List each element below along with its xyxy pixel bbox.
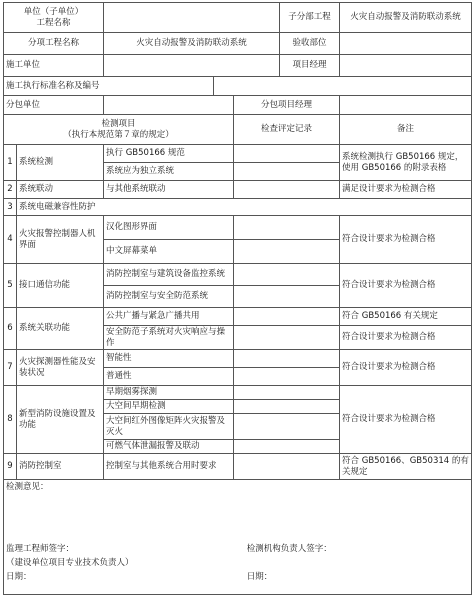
signature-left xyxy=(6,542,228,584)
row-record-cell[interactable] xyxy=(234,264,340,286)
table-row xyxy=(4,350,472,368)
row-item-name: 新型消防设施设置及功能 xyxy=(17,386,104,454)
unit-label-line2: 工程名称 xyxy=(36,17,71,28)
row-record-cell[interactable] xyxy=(234,454,340,480)
row-record-cell[interactable] xyxy=(234,308,340,326)
subcontractor-label: 分包单位 xyxy=(4,96,104,115)
row-item-name: 系统联动 xyxy=(17,181,104,199)
row-remark: 符合设计要求为检测合格 xyxy=(340,326,472,350)
header-row-unit xyxy=(4,3,472,33)
unit-name-value[interactable] xyxy=(104,3,280,33)
table-row xyxy=(4,199,472,216)
sub-manager-label: 分包项目经理 xyxy=(234,96,340,115)
project-manager-value[interactable] xyxy=(340,55,472,77)
row-record-cell[interactable] xyxy=(234,386,340,400)
row-sub-item: 执行 GB50166 规范 xyxy=(104,145,234,163)
row-sub-item: 大空间红外图像矩阵火灾报警及灭火 xyxy=(104,414,234,440)
signature-right xyxy=(247,542,469,584)
sub-project-value: 火灾自动报警及消防联动系统 xyxy=(340,3,472,33)
opinion-cell[interactable] xyxy=(4,480,472,595)
inspection-table xyxy=(3,2,472,595)
row-sub-item: 系统应为独立系统 xyxy=(104,163,234,181)
table-row xyxy=(4,454,472,480)
row-sub-item: 智能性 xyxy=(104,350,234,368)
sub-manager-value[interactable] xyxy=(340,96,472,115)
acceptance-part-label: 验收部位 xyxy=(280,33,340,55)
row-remark: 系统检测执行 GB50166 规定，使用 GB50166 的附录表格 xyxy=(340,145,472,181)
construction-unit-value[interactable] xyxy=(104,55,280,77)
row-record-cell[interactable] xyxy=(234,163,340,181)
remark-header: 备注 xyxy=(340,115,472,145)
date-right-label: 日期： xyxy=(246,572,273,582)
item-project-value: 火灾自动报警及消防联动系统 xyxy=(104,33,280,55)
row-item-name: 接口通信功能 xyxy=(17,264,104,308)
opinion-section xyxy=(4,480,472,595)
row-sub-item: 公共广播与紧急广播共用 xyxy=(104,308,234,326)
row-number: 7 xyxy=(4,350,17,386)
row-number: 1 xyxy=(4,145,17,181)
row-remark: 符合设计要求为检测合格 xyxy=(340,350,472,386)
right-spacer xyxy=(247,556,469,570)
opinion-label: 检测意见： xyxy=(6,482,49,492)
row-record-cell[interactable] xyxy=(234,440,340,454)
row-remark: 符合设计要求为检测合格 xyxy=(340,216,472,264)
row-record-cell[interactable] xyxy=(234,414,340,440)
inspect-item-header-line2: （执行本规范第７章的规定） xyxy=(63,129,174,140)
table-row xyxy=(4,145,472,163)
sub-project-label: 子分部工程 xyxy=(280,3,340,33)
row-item-name: 系统检测 xyxy=(17,145,104,181)
row-sub-item: 早期烟雾探测 xyxy=(104,386,234,400)
row-number: 4 xyxy=(4,216,17,264)
row-remark: 符合设计要求为检测合格 xyxy=(340,386,472,454)
table-row xyxy=(4,181,472,199)
row-item-name: 火灾报警控制器人机界面 xyxy=(17,216,104,264)
row-sub-item: 可燃气体泄漏报警及联动 xyxy=(104,440,234,454)
row-number: 8 xyxy=(4,386,17,454)
inspect-item-header-line1: 检测项目 xyxy=(101,118,136,129)
row-item-name: 系统电磁兼容性防护 xyxy=(17,199,472,216)
unit-label-line1: 单位（子单位） xyxy=(23,6,84,17)
table-row xyxy=(4,386,472,400)
header-row-subcontractor xyxy=(4,96,472,115)
row-number: 5 xyxy=(4,264,17,308)
header-row-standard xyxy=(4,77,472,96)
row-sub-item: 消防控制室与安全防范系统 xyxy=(104,286,234,308)
row-remark: 符合 GB50166 有关规定 xyxy=(340,308,472,326)
subcontractor-value[interactable] xyxy=(104,96,234,115)
row-record-cell[interactable] xyxy=(234,216,340,240)
row-sub-item: 与其他系统联动 xyxy=(104,181,234,199)
header-row-construction xyxy=(4,55,472,77)
row-item-name: 系统关联功能 xyxy=(17,308,104,350)
acceptance-part-value[interactable] xyxy=(340,33,472,55)
column-header-row xyxy=(4,115,472,145)
standard-value[interactable] xyxy=(214,77,472,96)
row-sub-item: 汉化图形界面 xyxy=(104,216,234,240)
item-project-label: 分项工程名称 xyxy=(4,33,104,55)
row-item-name: 火灾探测器性能及安装状况 xyxy=(17,350,104,386)
row-sub-item: 大空间早期检测 xyxy=(104,400,234,414)
row-record-cell[interactable] xyxy=(234,368,340,386)
table-row xyxy=(4,264,472,286)
table-row xyxy=(4,216,472,240)
header-row-item xyxy=(4,33,472,55)
date-left-label: 日期： xyxy=(6,572,32,582)
row-number: 6 xyxy=(4,308,17,350)
table-row xyxy=(4,308,472,326)
row-sub-item: 普通性 xyxy=(104,368,234,386)
row-sub-item: 安全防范子系统对火灾响应与操作 xyxy=(104,326,234,350)
standard-label: 施工执行标准名称及编号 xyxy=(4,77,214,96)
institution-signature-label: 检测机构负责人签字： xyxy=(246,544,332,554)
row-sub-item: 消防控制室与建筑设备监控系统 xyxy=(104,264,234,286)
row-record-cell[interactable] xyxy=(234,400,340,414)
row-record-cell[interactable] xyxy=(234,326,340,350)
row-record-cell[interactable] xyxy=(234,240,340,264)
row-remark: 符合 GB50166、GB50314 的有关规定 xyxy=(340,454,472,480)
project-manager-label: 项目经理 xyxy=(280,55,340,77)
construction-unit-label: 施工单位 xyxy=(4,55,104,77)
row-record-cell[interactable] xyxy=(234,181,340,199)
row-item-name: 消防控制室 xyxy=(17,454,104,480)
row-sub-item: 控制室与其他系统合用时要求 xyxy=(104,454,234,480)
row-record-cell[interactable] xyxy=(234,145,340,163)
row-record-cell[interactable] xyxy=(234,286,340,308)
signature-row xyxy=(6,542,469,584)
row-record-cell[interactable] xyxy=(234,350,340,368)
builder-note: （建设单位项目专业技术负责人） xyxy=(6,558,134,568)
unit-name-label xyxy=(4,3,104,33)
row-number: 9 xyxy=(4,454,17,480)
row-number: 3 xyxy=(4,199,17,216)
row-number: 2 xyxy=(4,181,17,199)
record-header: 检查评定记录 xyxy=(234,115,340,145)
supervisor-signature-label: 监理工程师签字： xyxy=(6,544,75,554)
inspect-item-header xyxy=(4,115,234,145)
opinion-blank xyxy=(6,494,469,542)
row-sub-item: 中文屏幕菜单 xyxy=(104,240,234,264)
row-remark: 符合设计要求为检测合格 xyxy=(340,264,472,308)
row-remark: 满足设计要求为检测合格 xyxy=(340,181,472,199)
